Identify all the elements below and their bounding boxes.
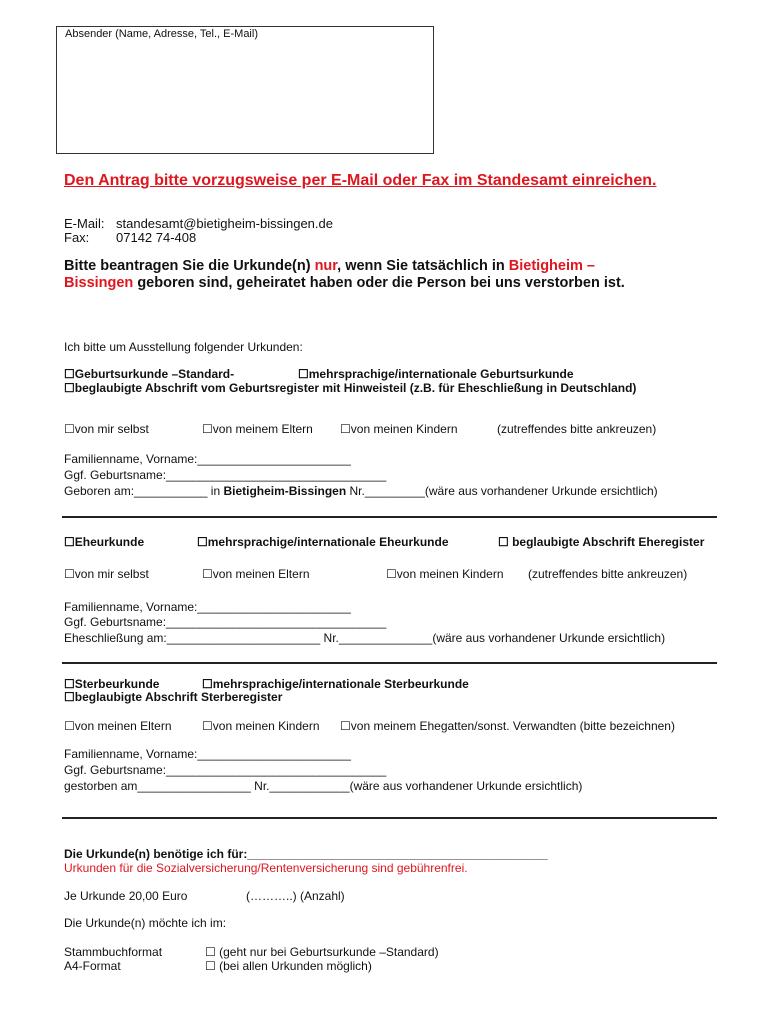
marriage-name-field[interactable]: Familienname, Vorname:_______________________ bbox=[64, 600, 351, 614]
birth-who-parents-checkbox[interactable] bbox=[202, 422, 313, 436]
death-who-parents-label: von meinen Eltern bbox=[74, 719, 172, 733]
sender-box[interactable] bbox=[56, 26, 434, 154]
birth-standard-checkbox[interactable] bbox=[64, 367, 234, 381]
a4-note: (bei allen Urkunden möglich) bbox=[215, 959, 372, 973]
marriage-who-children-label: von meinen Kindern bbox=[396, 567, 504, 581]
quantity-field[interactable]: (………..) (Anzahl) bbox=[246, 889, 345, 903]
format-intro: Die Urkunde(n) möchte ich im: bbox=[64, 916, 227, 930]
lead-nur: nur bbox=[314, 258, 338, 274]
fax-value: 07142 74-408 bbox=[116, 230, 197, 245]
section-divider bbox=[62, 817, 717, 819]
lead-paragraph bbox=[64, 258, 664, 292]
marriage-hint: (zutreffendes bitte ankreuzen) bbox=[528, 567, 688, 581]
email-label: E-Mail: bbox=[64, 216, 105, 231]
death-certified-checkbox[interactable] bbox=[64, 690, 282, 704]
a4-label: A4-Format bbox=[64, 959, 121, 973]
birth-who-parents-label: von meinem Eltern bbox=[212, 422, 313, 436]
lead-city: Bietigheim – Bissingen bbox=[64, 258, 595, 291]
stammbuch-note: (geht nur bei Geburtsurkunde –Standard) bbox=[215, 945, 439, 959]
birth-hint: (zutreffendes bitte ankreuzen) bbox=[497, 422, 657, 436]
birth-born-field[interactable] bbox=[64, 484, 658, 498]
birth-who-self-checkbox[interactable] bbox=[64, 422, 149, 436]
marriage-date-field[interactable]: Eheschließung am:_______________________ Nr.______________(wäre aus vorhandener Urkunde ersichtlich) bbox=[64, 631, 666, 645]
marriage-who-children-checkbox[interactable] bbox=[386, 567, 504, 581]
birth-certified-checkbox[interactable] bbox=[64, 381, 636, 395]
birth-born-prefix: Geboren am:___________ in bbox=[64, 484, 224, 498]
birth-certified-label: beglaubigte Abschrift vom Geburtsregister mit Hinweisteil (z.B. für Eheschließung in Deutschland) bbox=[74, 381, 637, 395]
fax-label: Fax: bbox=[64, 230, 90, 245]
death-multilingual-checkbox[interactable] bbox=[202, 677, 469, 691]
birth-multilingual-label: mehrsprachige/internationale Geburtsurkunde bbox=[308, 367, 574, 381]
death-certified-label: beglaubigte Abschrift Sterberegister bbox=[74, 690, 283, 704]
marriage-certificate-label: Eheurkunde bbox=[74, 535, 145, 549]
death-multilingual-label: mehrsprachige/internationale Sterbeurkunde bbox=[212, 677, 469, 691]
section-divider bbox=[62, 662, 717, 664]
death-who-spouse-checkbox[interactable] bbox=[340, 719, 675, 733]
marriage-multilingual-label: mehrsprachige/internationale Eheurkunde bbox=[207, 535, 449, 549]
birth-standard-label: Geburtsurkunde –Standard- bbox=[74, 367, 235, 381]
death-birthname-field[interactable]: Ggf. Geburtsname:_________________________________ bbox=[64, 763, 387, 777]
death-who-parents-checkbox[interactable] bbox=[64, 719, 172, 733]
price-label: Je Urkunde 20,00 Euro bbox=[64, 889, 188, 903]
email-value: standesamt@bietigheim-bissingen.de bbox=[116, 216, 333, 231]
death-name-field[interactable]: Familienname, Vorname:_______________________ bbox=[64, 747, 351, 761]
death-who-children-label: von meinen Kindern bbox=[212, 719, 320, 733]
sender-box-label: Absender (Name, Adresse, Tel., E-Mail) bbox=[65, 28, 258, 40]
free-note: Urkunden für die Sozialversicherung/Rentenversicherung sind gebührenfrei. bbox=[64, 861, 468, 875]
purpose-field[interactable]: Die Urkunde(n) benötige ich für:_____________________________________________ bbox=[64, 847, 548, 861]
marriage-who-parents-checkbox[interactable] bbox=[202, 567, 310, 581]
death-who-children-checkbox[interactable] bbox=[202, 719, 320, 733]
marriage-birthname-field[interactable]: Ggf. Geburtsname:_________________________________ bbox=[64, 615, 387, 629]
birth-birthname-field[interactable]: Ggf. Geburtsname:_________________________________ bbox=[64, 468, 387, 482]
marriage-who-parents-label: von meinen Eltern bbox=[212, 567, 310, 581]
stammbuch-label: Stammbuchformat bbox=[64, 945, 163, 959]
marriage-certified-label: beglaubigte Abschrift Eheregister bbox=[508, 535, 705, 549]
marriage-certified-checkbox[interactable] bbox=[498, 535, 704, 549]
a4-checkbox[interactable] bbox=[205, 959, 372, 973]
birth-who-children-checkbox[interactable] bbox=[340, 422, 458, 436]
lead-part3: geboren sind, geheiratet haben oder die Person bei uns verstorben ist. bbox=[133, 275, 625, 291]
stammbuch-checkbox[interactable] bbox=[205, 945, 439, 959]
birth-born-city: Bietigheim-Bissingen bbox=[223, 484, 347, 498]
marriage-who-self-label: von mir selbst bbox=[74, 567, 149, 581]
request-intro: Ich bitte um Ausstellung folgender Urkunden: bbox=[64, 340, 303, 354]
birth-name-field[interactable]: Familienname, Vorname:_______________________ bbox=[64, 452, 351, 466]
death-certificate-checkbox[interactable] bbox=[64, 677, 159, 691]
lead-part1: Bitte beantragen Sie die Urkunde(n) bbox=[64, 258, 315, 274]
death-certificate-label: Sterbeurkunde bbox=[74, 677, 160, 691]
death-who-spouse-label: von meinem Ehegatten/sonst. Verwandten (bitte bezeichnen) bbox=[350, 719, 675, 733]
death-date-field[interactable]: gestorben am_________________ Nr.____________(wäre aus vorhandener Urkunde ersichtlich) bbox=[64, 779, 583, 793]
lead-part2: , wenn Sie tatsächlich in bbox=[337, 258, 509, 274]
birth-who-children-label: von meinen Kindern bbox=[350, 422, 458, 436]
birth-multilingual-checkbox[interactable] bbox=[298, 367, 574, 381]
submit-note: Den Antrag bitte vorzugsweise per E-Mail oder Fax im Standesamt einreichen. bbox=[64, 172, 657, 189]
birth-who-self-label: von mir selbst bbox=[74, 422, 149, 436]
birth-born-suffix: Nr._________(wäre aus vorhandener Urkunde ersichtlich) bbox=[346, 484, 658, 498]
marriage-certificate-checkbox[interactable] bbox=[64, 535, 144, 549]
marriage-who-self-checkbox[interactable] bbox=[64, 567, 149, 581]
section-divider bbox=[62, 516, 717, 518]
marriage-multilingual-checkbox[interactable] bbox=[197, 535, 449, 549]
